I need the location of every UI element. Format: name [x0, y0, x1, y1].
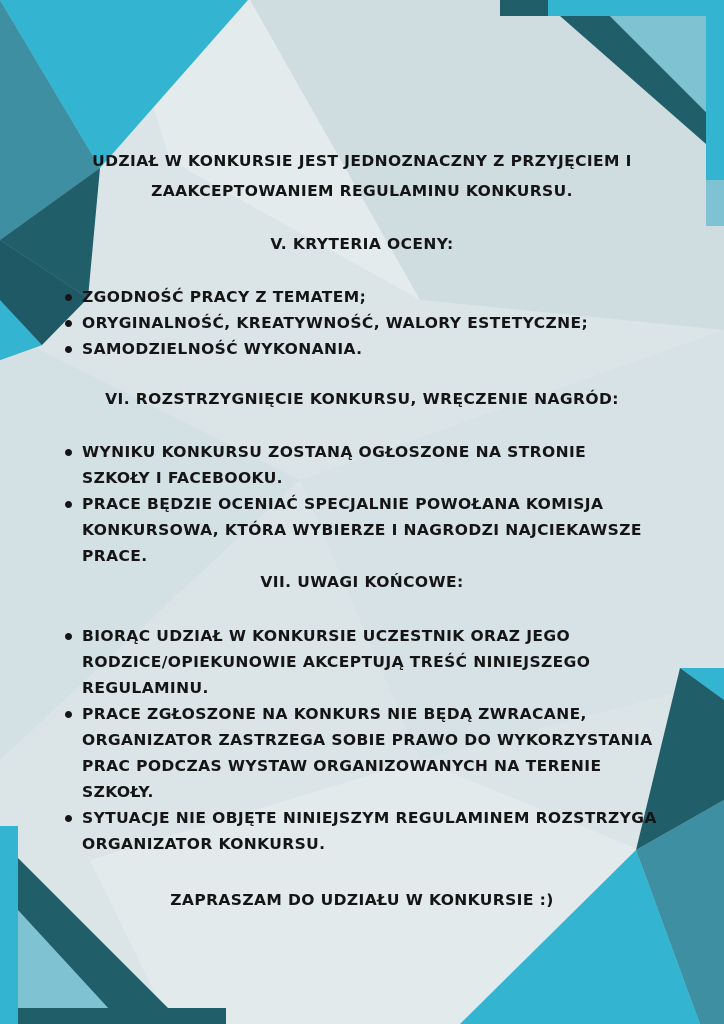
intro-line: UDZIAŁ W KONKURSIE JEST JEDNOZNACZNY Z PRZYJĘCIEM I: [92, 152, 632, 170]
section-heading-criteria: V. KRYTERIA OCENY:: [270, 235, 454, 253]
list-item: PRACE ZGŁOSZONE NA KONKURS NIE BĘDĄ ZWRACANE, ORGANIZATOR ZASTRZEGA SOBIE PRAWO DO WYKORZYSTANIA PRAC PODCZAS WYSTAW ORGANIZOWANYCH NA TERENIE SZKOŁY.: [62, 701, 672, 805]
intro-line: ZAAKCEPTOWANIEM REGULAMINU KONKURSU.: [151, 182, 573, 200]
list-item: ORYGINALNOŚĆ, KREATYWNOŚĆ, WALORY ESTETYCZNE;: [62, 310, 682, 336]
list-item: ZGODNOŚĆ PRACY Z TEMATEM;: [62, 284, 682, 310]
list-item: BIORĄC UDZIAŁ W KONKURSIE UCZESTNIK ORAZ JEGO RODZICE/OPIEKUNOWIE AKCEPTUJĄ TREŚĆ NINIEJSZEGO REGULAMINU.: [62, 623, 672, 701]
closing-invitation: ZAPRASZAM DO UDZIAŁU W KONKURSIE :): [170, 891, 554, 909]
list-item: WYNIKU KONKURSU ZOSTANĄ OGŁOSZONE NA STRONIE SZKOŁY I FACEBOOKU.: [62, 439, 652, 491]
criteria-list: [62, 284, 682, 362]
list-item: SYTUACJE NIE OBJĘTE NINIEJSZYM REGULAMINEM ROZSTRZYGA ORGANIZATOR KONKURSU.: [62, 805, 672, 857]
final-notes-list: [62, 623, 672, 857]
intro-paragraph: [0, 146, 724, 206]
list-item: SAMODZIELNOŚĆ WYKONANIA.: [62, 336, 682, 362]
list-item: PRACE BĘDZIE OCENIAĆ SPECJALNIE POWOŁANA KOMISJA KONKURSOWA, KTÓRA WYBIERZE I NAGRODZI NAJCIEKAWSZE PRACE.: [62, 491, 652, 569]
results-list: [62, 439, 652, 569]
section-heading-final-notes: VII. UWAGI KOŃCOWE:: [260, 573, 464, 591]
section-heading-results: VI. ROZSTRZYGNIĘCIE KONKURSU, WRĘCZENIE NAGRÓD:: [105, 390, 619, 408]
